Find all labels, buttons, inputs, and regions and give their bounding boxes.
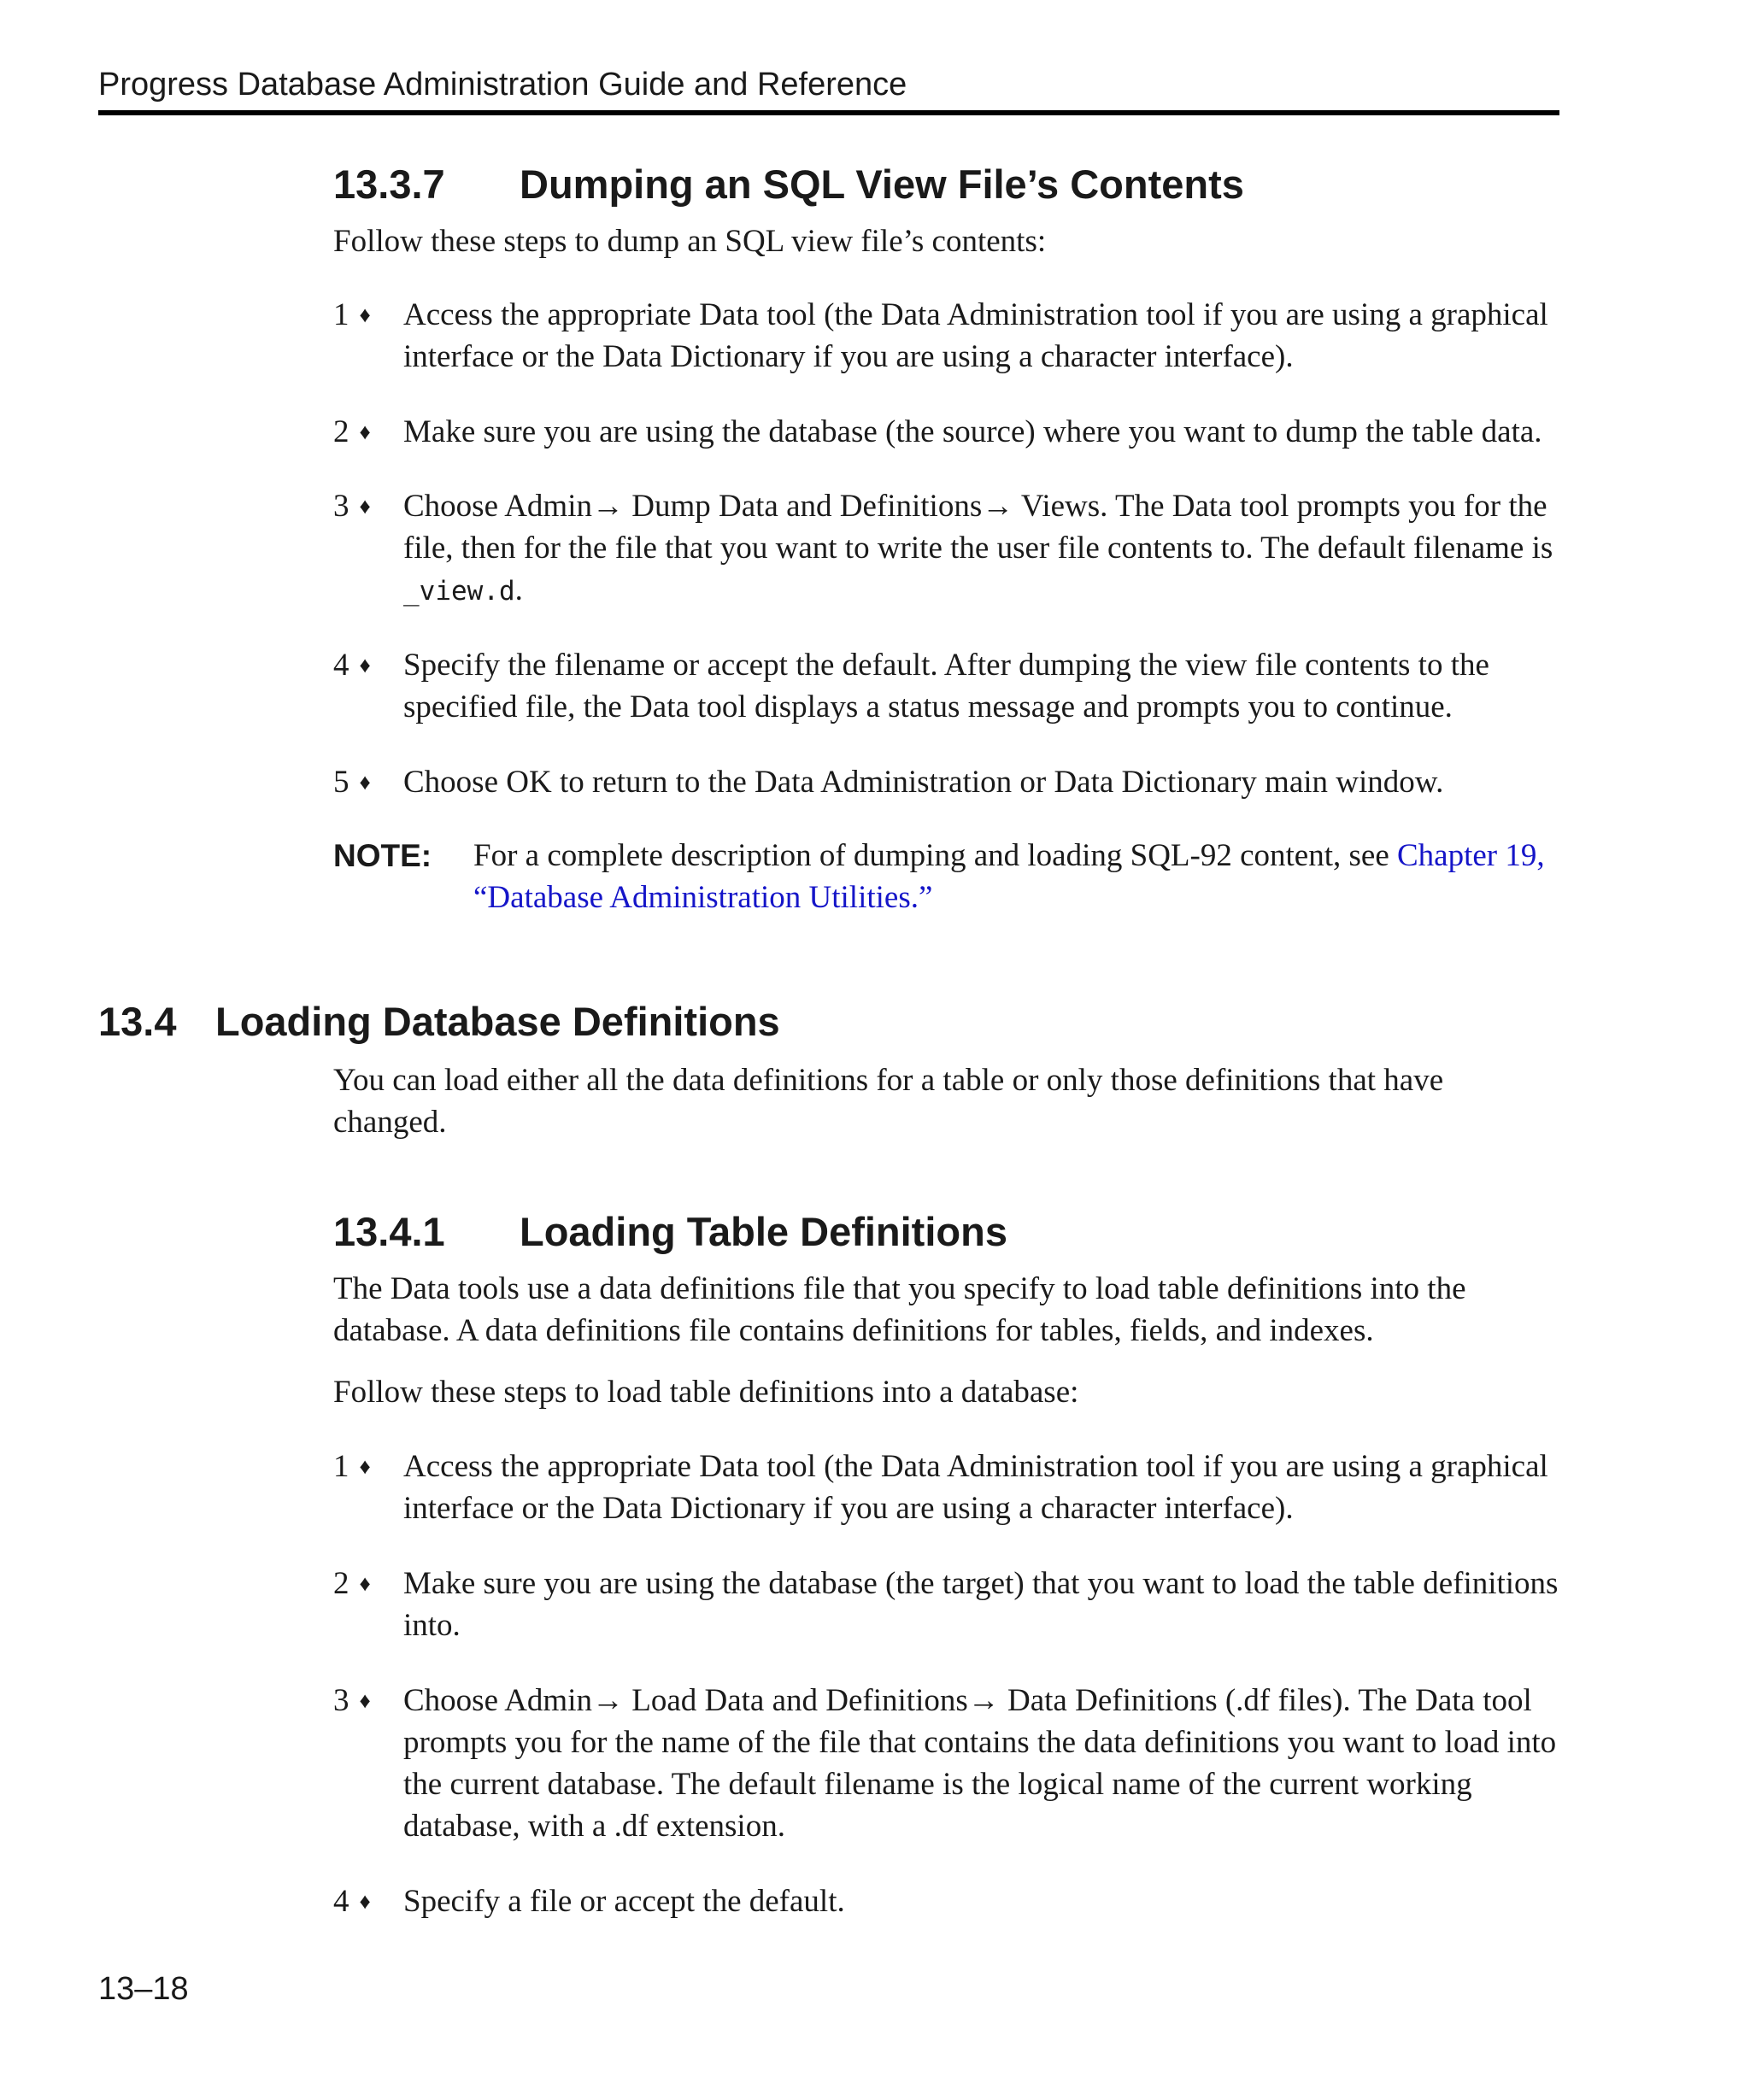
diamond-bullet-icon: ♦ [359, 302, 371, 327]
default-filename-code: _view.d [403, 576, 515, 607]
diamond-bullet-icon: ♦ [359, 770, 371, 795]
step-marker [333, 294, 403, 338]
diamond-bullet-icon: ♦ [359, 1688, 371, 1713]
step-number: 2 [333, 1566, 349, 1601]
section-intro: Follow these steps to dump an SQL view file’s contents: [333, 224, 1047, 259]
list-item [333, 644, 1564, 728]
step-number: 3 [333, 489, 349, 524]
list-item [333, 761, 1564, 803]
step-text: Make sure you are using the database (the target) that you want to load the table definitions into. [403, 1566, 1559, 1643]
step-marker [333, 644, 403, 689]
section-number: 13.4.1 [333, 1209, 445, 1254]
step-text [403, 485, 1564, 613]
list-item [333, 1446, 1564, 1529]
step-number: 2 [333, 414, 349, 449]
step-marker [333, 1563, 403, 1607]
list-item [333, 1880, 1564, 1922]
section-title: Dumping an SQL View File’s Contents [520, 161, 1244, 207]
step-marker [333, 1680, 403, 1724]
diamond-bullet-icon: ♦ [359, 419, 371, 444]
list-item [333, 485, 1564, 613]
section-heading-13-3-7 [333, 161, 1244, 208]
chapter-19-link[interactable]: Chapter 19, “Database Administration Utilities.” [473, 838, 1545, 915]
note-body: For a complete description of dumping and loading SQL-92 content, see [473, 838, 1389, 873]
diamond-bullet-icon: ♦ [359, 1889, 371, 1914]
list-item [333, 294, 1564, 378]
step-number: 1 [333, 1449, 349, 1484]
step-text: Specify a file or accept the default. [403, 1884, 845, 1919]
paragraph: The Data tools use a data definitions file that you specify to load table definitions into the database. A data definitions file contains definitions for tables, fields, and indexes. [333, 1271, 1466, 1348]
section-number: 13.4 [98, 999, 177, 1044]
diamond-bullet-icon: ♦ [359, 653, 371, 678]
step-text: Choose Admin→ Load Data and Definitions→ Data Definitions (.df files). The Data tool prompts you for the name of the file that contains the data definitions you want to load into the current database. The default filename is the logical name of the current working database, with a .df extension. [403, 1683, 1557, 1844]
note-label: NOTE: [333, 838, 432, 873]
step-text-period: . [514, 572, 523, 607]
section-number: 13.3.7 [333, 161, 445, 207]
step-marker [333, 761, 403, 806]
step-number: 4 [333, 648, 349, 683]
paragraph: Follow these steps to load table definitions into a database: [333, 1375, 1079, 1410]
step-text: Specify the filename or accept the default. After dumping the view file contents to the specified file, the Data tool displays a status message and prompts you to continue. [403, 648, 1489, 724]
diamond-bullet-icon: ♦ [359, 1571, 371, 1596]
section-intro: You can load either all the data definitions for a table or only those definitions that have changed. [333, 1063, 1444, 1140]
step-text: Choose OK to return to the Data Administration or Data Dictionary main window. [403, 765, 1444, 800]
step-marker [333, 485, 403, 530]
step-number: 1 [333, 297, 349, 332]
header-rule [98, 110, 1559, 115]
section-title: Loading Database Definitions [215, 999, 780, 1044]
step-text: Make sure you are using the database (the source) where you want to dump the table data. [403, 414, 1542, 449]
step-text: Access the appropriate Data tool (the Data Administration tool if you are using a graphical interface or the Data Dictionary if you are using a character interface). [403, 1449, 1548, 1526]
step-number: 4 [333, 1884, 349, 1919]
step-marker [333, 1446, 403, 1490]
step-text: Access the appropriate Data tool (the Data Administration tool if you are using a graphical interface or the Data Dictionary if you are using a character interface). [403, 297, 1548, 374]
step-marker [333, 411, 403, 455]
section-title: Loading Table Definitions [520, 1209, 1007, 1254]
diamond-bullet-icon: ♦ [359, 1454, 371, 1479]
section-heading-13-4-1 [333, 1208, 1007, 1255]
list-item [333, 1680, 1564, 1847]
step-text-main: Choose Admin→ Dump Data and Definitions→ Views. The Data tool prompts you for the file, then for the file that you want to write the user file contents to. The default filename is [403, 489, 1553, 566]
page-number: 13–18 [98, 1971, 189, 2007]
running-header: Progress Database Administration Guide and Reference [98, 67, 907, 103]
list-item [333, 1563, 1564, 1646]
section-heading-13-4 [98, 998, 780, 1045]
step-number: 5 [333, 765, 349, 800]
step-marker [333, 1880, 403, 1925]
diamond-bullet-icon: ♦ [359, 494, 371, 519]
note-text [473, 835, 1560, 918]
step-number: 3 [333, 1683, 349, 1718]
list-item [333, 411, 1564, 453]
